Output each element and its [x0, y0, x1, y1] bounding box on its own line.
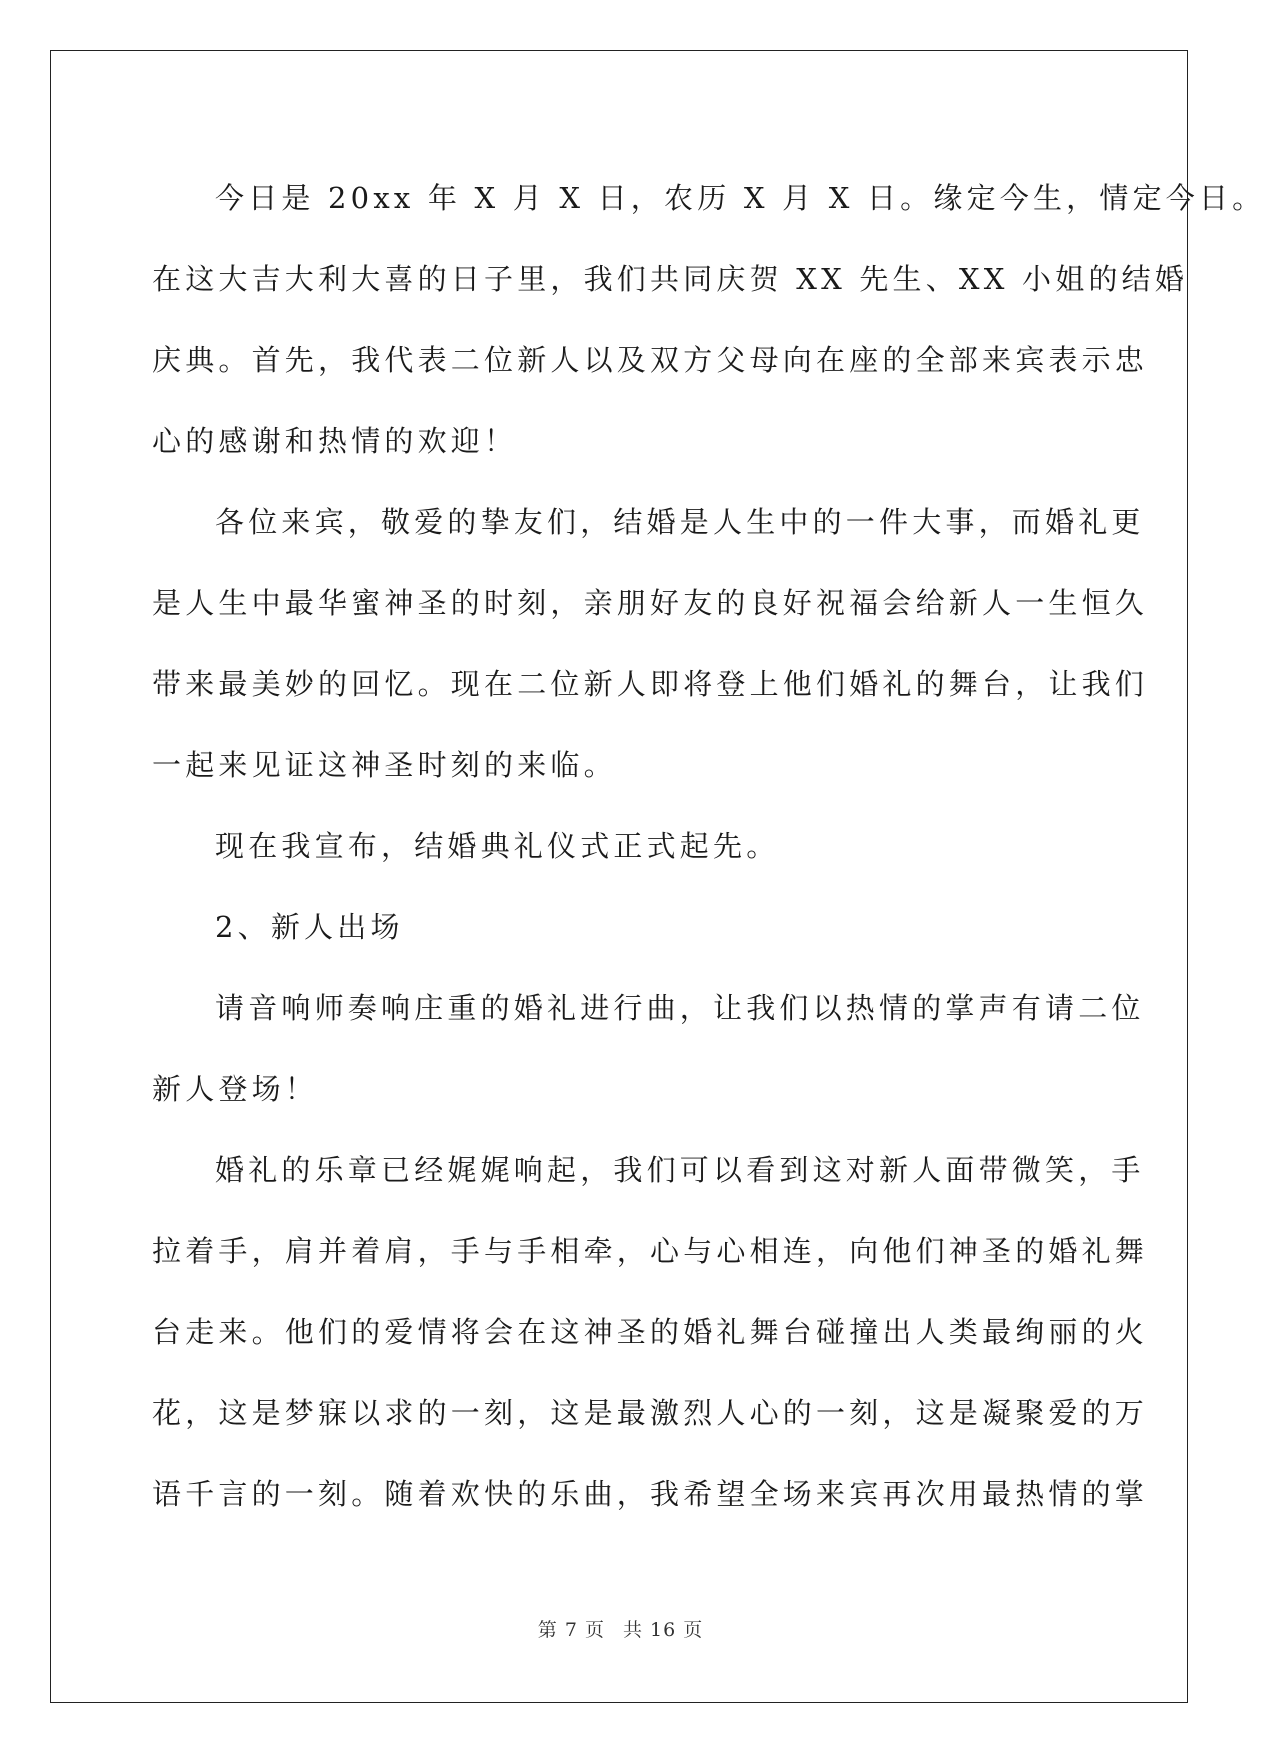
text-line: 是人生中最华蜜神圣的时刻，亲朋好友的良好祝福会给新人一生恒久	[152, 586, 1149, 620]
text-line: 请音响师奏响庄重的婚礼进行曲，让我们以热情的掌声有请二位	[215, 991, 1145, 1025]
page-total: 共 16 页	[622, 1619, 704, 1641]
text-line: 各位来宾，敬爱的挚友们，结婚是人生中的一件大事，而婚礼更	[215, 505, 1145, 539]
text-line: 庆典。首先，我代表二位新人以及双方父母向在座的全部来宾表示忠	[152, 343, 1149, 377]
text-line: 台走来。他们的爱情将会在这神圣的婚礼舞台碰撞出人类最绚丽的火	[152, 1315, 1149, 1349]
text-line: 一起来见证这神圣时刻的来临。	[152, 748, 617, 782]
document-body	[152, 158, 1265, 1535]
text-line: 在这大吉大利大喜的日子里，我们共同庆贺 XX 先生、XX 小姐的结婚	[152, 262, 1189, 296]
text-line: 新人登场！	[152, 1072, 319, 1106]
section-heading: 2、新人出场	[215, 910, 404, 944]
text-line: 拉着手，肩并着肩，手与手相牵，心与心相连，向他们神圣的婚礼舞	[152, 1234, 1149, 1268]
text-line: 语千言的一刻。随着欢快的乐曲，我希望全场来宾再次用最热情的掌	[152, 1477, 1149, 1511]
text-line: 现在我宣布，结婚典礼仪式正式起先。	[215, 829, 780, 863]
text-line: 带来最美妙的回忆。现在二位新人即将登上他们婚礼的舞台，让我们	[152, 667, 1149, 701]
text-line: 花，这是梦寐以求的一刻，这是最激烈人心的一刻，这是凝聚爱的万	[152, 1396, 1149, 1430]
text-line: 心的感谢和热情的欢迎！	[152, 424, 518, 458]
page-footer	[0, 1615, 1241, 1642]
text-line: 婚礼的乐章已经娓娓响起，我们可以看到这对新人面带微笑，手	[215, 1153, 1145, 1187]
page-number: 第 7 页	[537, 1619, 605, 1641]
text-line: 今日是 20xx 年 X 月 X 日，农历 X 月 X 日。缘定今生，情定今日。	[215, 181, 1265, 215]
